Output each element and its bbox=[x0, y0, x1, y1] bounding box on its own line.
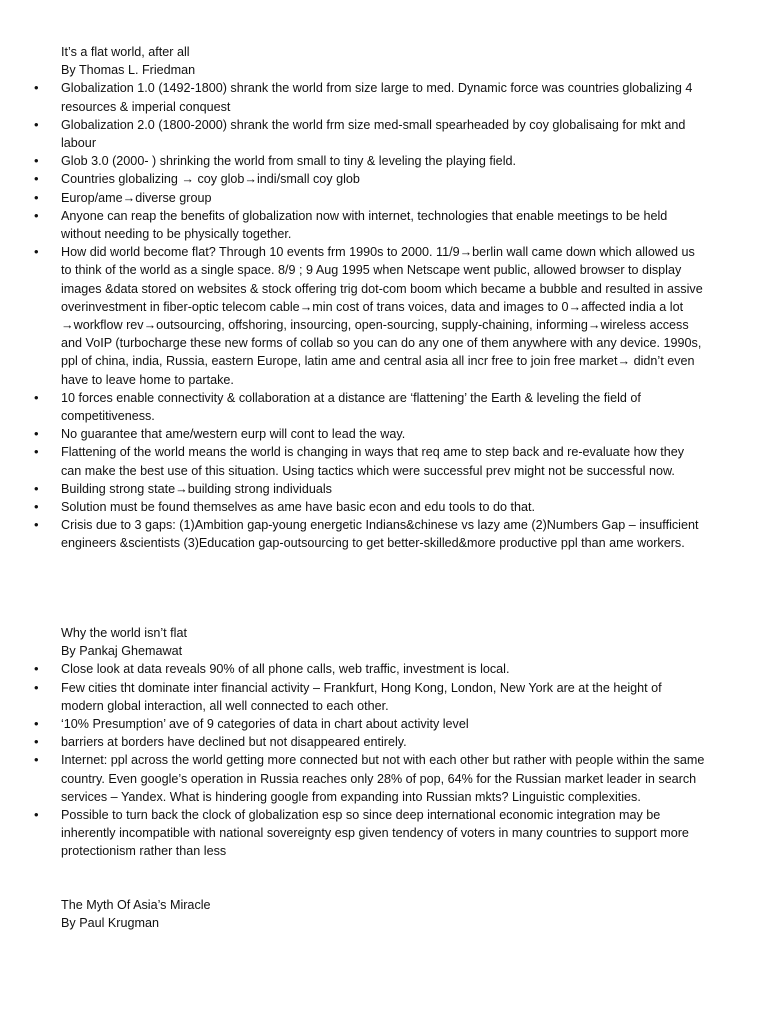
bullet-item: • Globalization 2.0 (1800-2000) shrank the world frm size med-small spearheaded by coy globalisaing for mkt and labour bbox=[61, 116, 706, 152]
bullet-item: • Countries globalizing → coy glob→indi/small coy glob bbox=[61, 170, 706, 188]
bullet-item: • barriers at borders have declined but not disappeared entirely. bbox=[61, 733, 706, 751]
bullet-item: • Crisis due to 3 gaps: (1)Ambition gap-young energetic Indians&chinese vs lazy ame (2)Numbers Gap – insufficient engineers &scientists (3)Education gap-outsourcing to get better-skilled&more productive ppl than ame workers. bbox=[61, 516, 706, 552]
section-flat-world bbox=[0, 43, 768, 553]
bullet-item: • Building strong state→building strong individuals bbox=[61, 480, 706, 498]
bullet-item: • Flattening of the world means the world is changing in ways that req ame to step back and re-evaluate how they can make the best use of this situation. Using tactics which were successful prev might not be successful now. bbox=[61, 443, 706, 479]
section-title: It’s a flat world, after all bbox=[61, 45, 190, 59]
bullet-item: • Glob 3.0 (2000- ) shrinking the world from small to tiny & leveling the playing field. bbox=[61, 152, 706, 170]
bullet-item: • ‘10% Presumption’ ave of 9 categories of data in chart about activity level bbox=[61, 715, 706, 733]
bullet-item: • Globalization 1.0 (1492-1800) shrank the world from size large to med. Dynamic force was countries globalizing 4 resources & imperial conquest bbox=[61, 79, 706, 115]
bullet-item: • 10 forces enable connectivity & collaboration at a distance are ‘flattening’ the Earth & leveling the field of competitiveness. bbox=[61, 389, 706, 425]
bullet-item: • Internet: ppl across the world getting more connected but not with each other but rather with people within the same country. Even google’s operation in Russia reaches only 28% of pop, 64% for the Russian market leader in search services – Yandex. What is hindering google from expanding into Russian mkts? Linguistic complexities. bbox=[61, 751, 706, 806]
bullet-item: • Europ/ame→diverse group bbox=[61, 189, 706, 207]
section-author: By Paul Krugman bbox=[61, 916, 160, 931]
bullet-item: • Close look at data reveals 90% of all phone calls, web traffic, investment is local. bbox=[61, 660, 706, 678]
section-title: The Myth Of Asia’s Miracle bbox=[61, 898, 211, 912]
section-title: Why the world isn’t flat bbox=[61, 626, 187, 640]
bullet-item: • No guarantee that ame/western eurp will cont to lead the way. bbox=[61, 425, 706, 443]
bullet-item: • Solution must be found themselves as ame have basic econ and edu tools to do that. bbox=[61, 498, 706, 516]
section-author: By Thomas L. Friedman bbox=[61, 63, 196, 78]
section-world-not-flat bbox=[0, 624, 768, 861]
bullet-list bbox=[0, 79, 768, 552]
bullet-list bbox=[0, 660, 768, 860]
bullet-item: • How did world become flat? Through 10 events frm 1990s to 2000. 11/9→berlin wall came down which allowed us to think of the world as a single space. 8/9 ; 9 Aug 1995 when Netscape went public, allowed browser to display images &data stored on websites & stock offering trig dot-com boom which became a bubble and resulted in assive overinvestment in fiber-optic telecom cable→min cost of trans voices, data and images to 0→affected india a lot →workflow rev→outsourcing, offshoring, insourcing, open-sourcing, supply-chaining, informing→wireless access and VoIP (turbocharge these new forms of collab so you can do any one of them anywhere with any device. 1990s, ppl of china, india, Russia, eastern Europe, latin ame and central asia all incr free to join free market→ didn’t even have to leave home to partake. bbox=[61, 243, 706, 389]
bullet-item: • Few cities tht dominate inter financial activity – Frankfurt, Hong Kong, London, New York are at the height of modern global interaction, all well connected to each other. bbox=[61, 679, 706, 715]
section-author: By Pankaj Ghemawat bbox=[61, 644, 183, 659]
section-asia-miracle bbox=[0, 896, 768, 932]
bullet-item: • Possible to turn back the clock of globalization esp so since deep international economic integration may be inherently incompatible with national sovereignty esp given tendency of voters in many countries to support more protectionism rather than less bbox=[61, 806, 706, 861]
bullet-item: • Anyone can reap the benefits of globalization now with internet, technologies that enable meetings to be held without needing to be physically together. bbox=[61, 207, 706, 243]
